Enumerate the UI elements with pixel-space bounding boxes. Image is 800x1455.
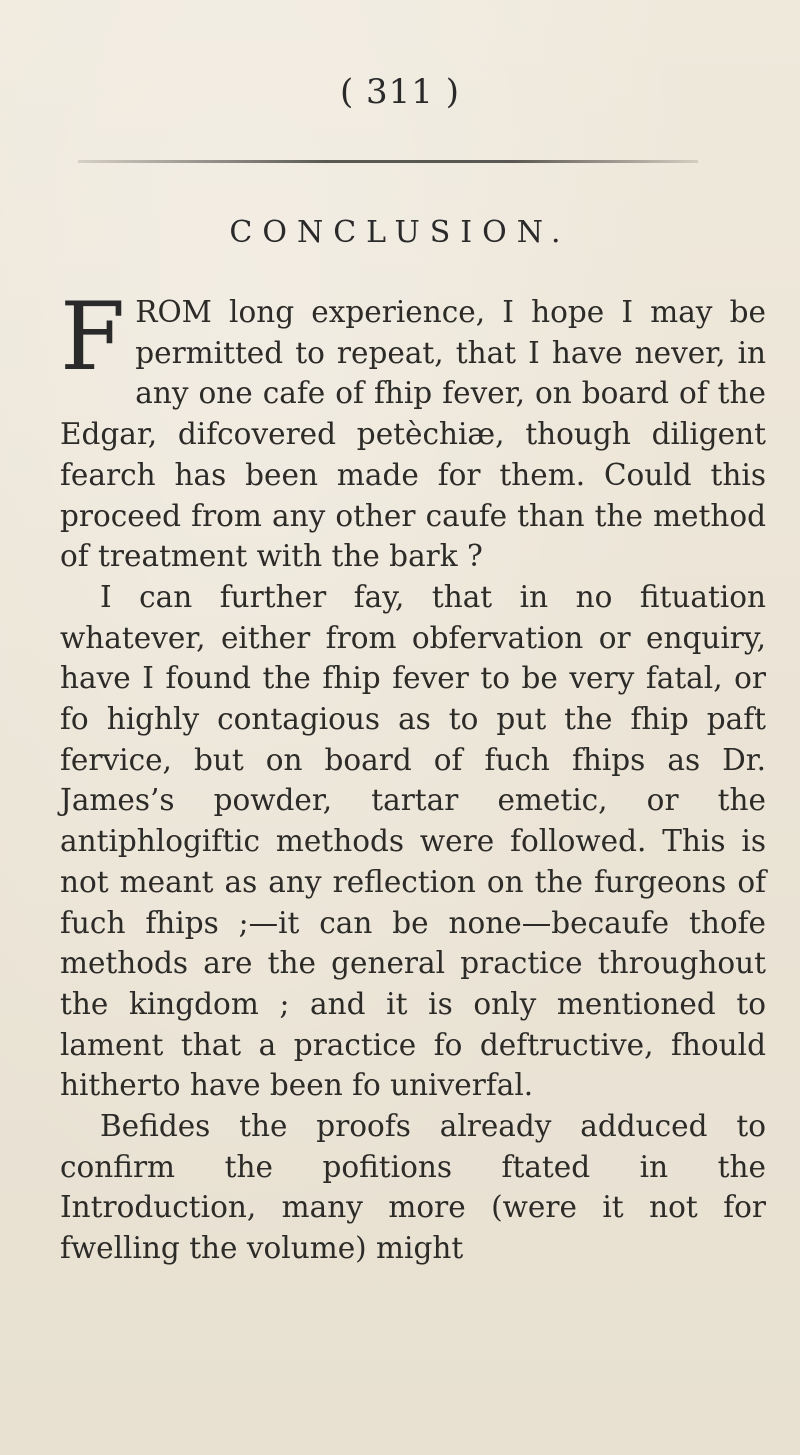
paragraph-3: Befides the proofs already adduced to confirm the pofitions ftated in the Introduction, many more (were it not for fwelling the volume) might <box>60 1109 766 1266</box>
drop-cap: F <box>60 283 126 392</box>
paragraph-1 <box>60 283 766 577</box>
body-text <box>60 283 766 1269</box>
paragraph-2: I can further fay, that in no fituation whatever, either from obfervation or enquiry, have I found the fhip fever to be very fatal, or fo highly contagious as to put the fhip paft fervice, but on board of fuch fhips as Dr. James’s powder, tartar emetic, or the antiphlogiftic methods were followed. This is not meant as any reflection on the furgeons of fuch fhips ;—it can be none—becaufe thofe methods are the general practice throughout the kingdom ; and it is only mentioned to lament that a practice fo deftructive, fhould hitherto have been fo univerfal. <box>60 579 766 1103</box>
section-heading: CONCLUSION. <box>229 215 571 250</box>
page-number: ( 311 ) <box>339 72 461 112</box>
paragraph-1-text: ROM long experience, I hope I may be permitted to repeat, that I have never, in any one cafe of fhip fever, on board of the Edgar, difcovered petèchiæ, though diligent fearch has been made for them. Could this proceed from any other caufe than the method of treatment with the bark ? <box>60 295 766 574</box>
header-rule <box>78 160 698 163</box>
